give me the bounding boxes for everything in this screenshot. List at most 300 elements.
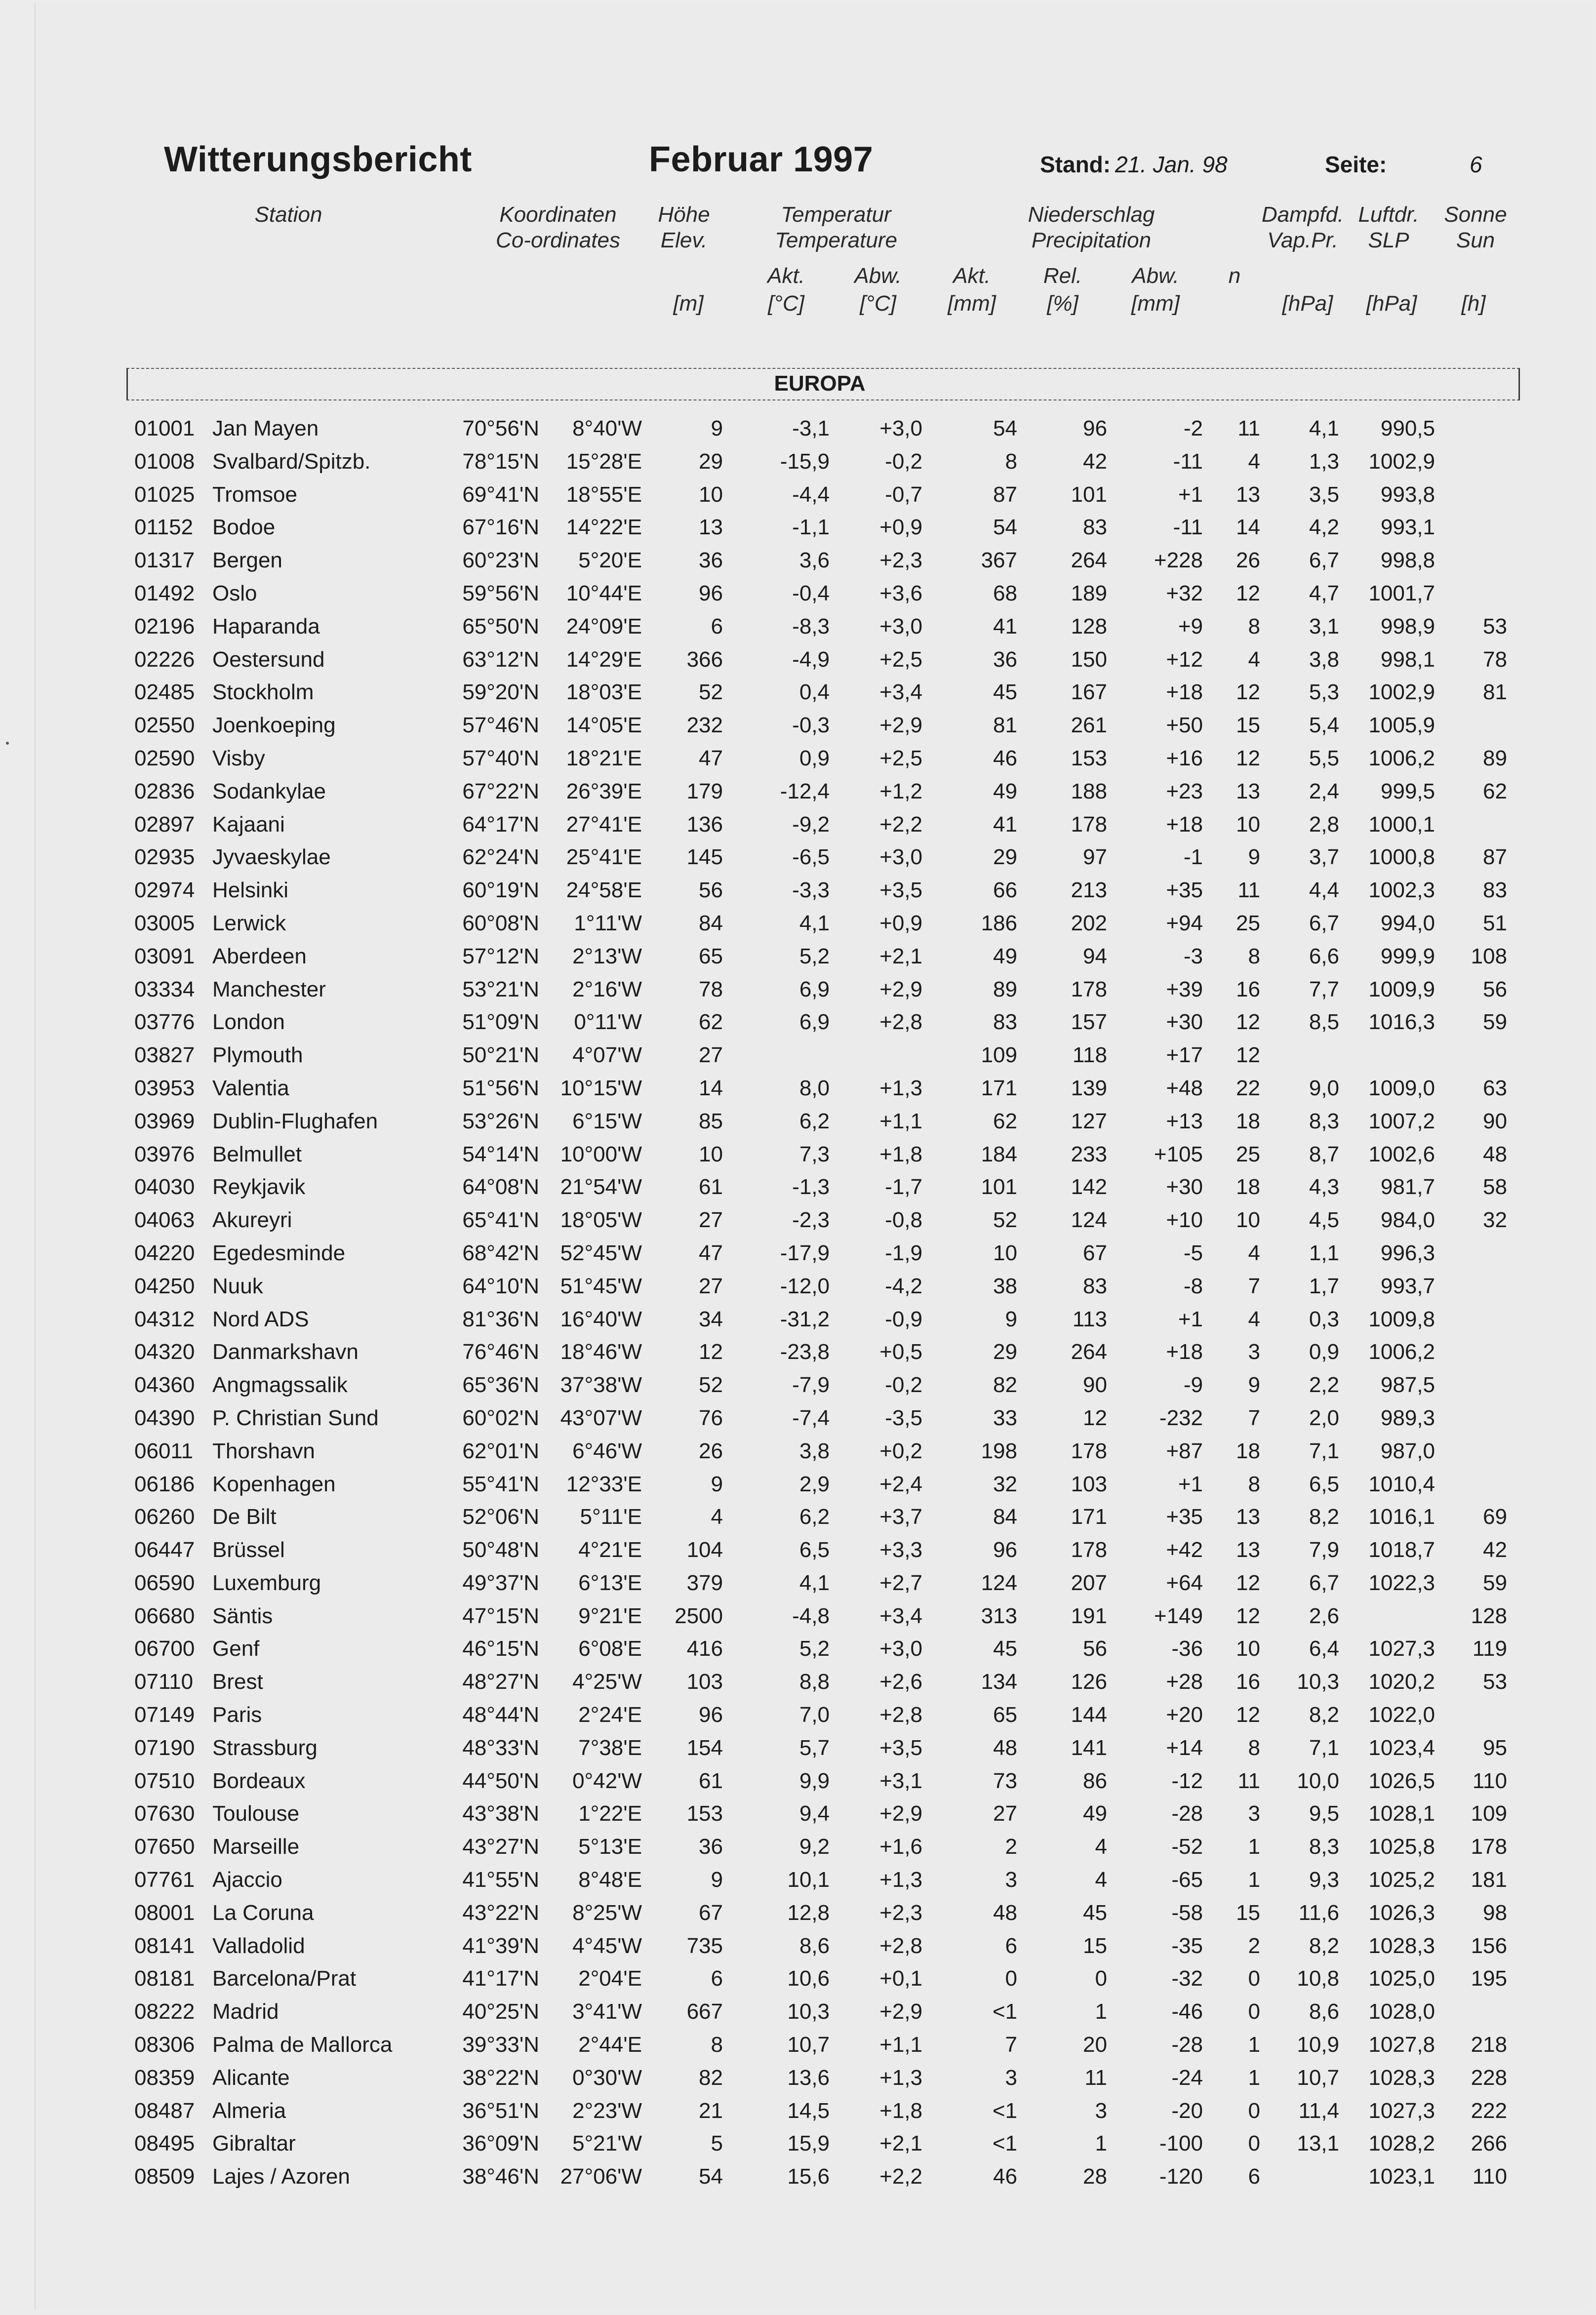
cell-prec-akt: 29 [993,1340,1017,1364]
cell-prec-abw: +9 [1178,614,1203,639]
unit-m: [m] [673,291,704,316]
cell-temp-akt: -4,4 [792,482,830,507]
cell-elevation: 179 [686,779,723,803]
cell-prec-akt: 96 [993,1538,1017,1562]
cell-temp-abw: +1,6 [879,1835,922,1859]
cell-prec-akt: 198 [981,1438,1017,1463]
cell-elevation: 232 [686,713,723,738]
cell-temp-akt: 6,5 [799,1538,830,1562]
cell-elevation: 65 [699,944,723,968]
cell-station-id: 01317 [134,548,195,573]
cell-station-id: 08359 [134,2065,195,2090]
cell-vap-pressure: 4,4 [1309,878,1339,903]
cell-vap-pressure: 3,8 [1309,647,1339,672]
cell-sunshine: 109 [1471,1801,1507,1826]
cell-station-id: 02226 [134,647,195,672]
cell-station-name: Akureyri [212,1208,292,1233]
cell-vap-pressure: 2,4 [1309,779,1339,803]
cell-temp-abw: +3,5 [879,878,922,903]
cell-prec-days: 12 [1236,1010,1260,1035]
cell-elevation: 62 [699,1010,723,1035]
cell-prec-akt: 109 [981,1043,1017,1068]
cell-prec-abw: +30 [1166,1010,1203,1035]
col-sonne: Sonne [1444,202,1507,227]
cell-prec-rel: 0 [1095,1966,1107,1991]
cell-elevation: 76 [699,1405,723,1430]
cell-station-id: 07190 [134,1735,195,1760]
cell-prec-rel: 188 [1071,779,1107,803]
cell-temp-abw: +1,1 [879,2033,922,2057]
cell-prec-abw: -11 [1173,449,1203,474]
cell-elevation: 6 [711,1966,723,1991]
cell-temp-akt: 3,8 [799,1438,830,1463]
cell-temp-akt: 5,2 [799,944,830,968]
cell-sunshine: 156 [1471,1933,1507,1958]
cell-longitude: 2°44'E [578,2033,642,2057]
cell-temp-abw: +3,6 [879,581,922,605]
cell-sunshine: 195 [1471,1966,1507,1991]
cell-prec-days: 13 [1236,1505,1260,1529]
cell-latitude: 48°27'N [462,1670,539,1694]
cell-vap-pressure: 13,1 [1297,2131,1339,2156]
cell-longitude: 18°46'W [560,1340,642,1364]
table-row [0,2033,1596,2066]
cell-station-id: 01492 [134,581,195,605]
cell-elevation: 78 [699,977,723,1001]
cell-latitude: 43°22'N [462,1900,539,1925]
cell-slp: 1022,3 [1368,1570,1435,1595]
cell-temp-abw: +2,7 [879,1570,922,1595]
cell-slp: 1023,1 [1368,2164,1435,2189]
table-row [0,1109,1596,1142]
cell-station-id: 04030 [134,1175,195,1199]
cell-station-name: Ajaccio [212,1868,282,1892]
cell-slp: 993,7 [1380,1274,1435,1298]
cell-elevation: 9 [711,416,723,440]
cell-prec-akt: 124 [981,1570,1017,1595]
cell-elevation: 36 [699,1835,723,1859]
cell-elevation: 103 [686,1670,723,1694]
cell-prec-akt: 0 [1005,1966,1017,1991]
col-koordinaten: Koordinaten [499,202,617,227]
cell-prec-abw: +17 [1166,1043,1203,1068]
cell-slp: 1006,2 [1368,1340,1435,1364]
cell-latitude: 67°22'N [462,779,539,803]
cell-station-name: Brest [212,1670,263,1694]
cell-longitude: 4°45'W [572,1933,642,1958]
table-row [0,977,1596,1010]
cell-slp: 1005,9 [1368,713,1435,738]
cell-slp: 999,9 [1380,944,1435,968]
cell-vap-pressure: 8,6 [1309,1999,1339,2024]
cell-sunshine: 98 [1483,1900,1507,1925]
cell-sunshine: 178 [1471,1835,1507,1859]
col-niederschlag: Niederschlag [1028,202,1155,227]
cell-temp-akt: 4,1 [799,1570,830,1595]
cell-latitude: 60°02'N [462,1405,539,1430]
cell-station-name: Luxemburg [212,1570,321,1595]
cell-latitude: 48°44'N [462,1703,539,1727]
cell-prec-abw: -46 [1171,1999,1203,2024]
cell-prec-akt: 41 [993,614,1017,639]
cell-prec-abw: -52 [1171,1835,1203,1859]
cell-prec-days: 9 [1248,1373,1260,1397]
cell-station-id: 08001 [134,1900,195,1925]
cell-elevation: 5 [711,2131,723,2156]
cell-elevation: 2500 [675,1603,723,1628]
cell-prec-rel: 178 [1071,977,1107,1001]
cell-prec-akt: <1 [992,2098,1017,2123]
cell-prec-akt: 27 [993,1801,1017,1826]
cell-temp-abw: +3,0 [879,845,922,870]
cell-temp-akt: -1,1 [792,515,830,540]
cell-vap-pressure: 5,3 [1309,680,1339,705]
cell-prec-abw: +20 [1166,1703,1203,1727]
cell-station-name: Jyvaeskylae [212,845,331,870]
cell-prec-abw: +105 [1154,1142,1203,1166]
cell-station-id: 08509 [134,2164,195,2189]
cell-longitude: 6°08'E [578,1636,642,1661]
cell-elevation: 61 [699,1768,723,1793]
cell-prec-akt: 49 [993,944,1017,968]
cell-elevation: 61 [699,1175,723,1199]
cell-temp-abw: +1,2 [879,779,922,803]
cell-slp: 999,5 [1380,779,1435,803]
cell-vap-pressure: 8,3 [1309,1835,1339,1859]
cell-vap-pressure: 7,1 [1309,1735,1339,1760]
cell-station-id: 06700 [134,1636,195,1661]
cell-slp: 1000,1 [1368,812,1435,837]
cell-prec-abw: +18 [1166,680,1203,705]
cell-temp-akt: 0,4 [799,680,830,705]
table-row [0,2099,1596,2132]
cell-prec-abw: -11 [1173,515,1203,540]
cell-longitude: 2°04'E [578,1966,642,1991]
cell-vap-pressure: 8,7 [1309,1142,1339,1166]
cell-station-id: 08487 [134,2098,195,2123]
unit-slp: [hPa] [1366,291,1417,316]
table-row [0,1999,1596,2033]
cell-slp: 1002,3 [1368,878,1435,903]
cell-slp: 1001,7 [1368,581,1435,605]
cell-elevation: 14 [699,1076,723,1100]
cell-temp-abw: -4,2 [885,1274,922,1298]
col-temp-abw: Abw. [854,264,902,288]
cell-temp-abw: +2,4 [879,1472,922,1496]
cell-latitude: 57°46'N [462,713,539,738]
cell-station-id: 02196 [134,614,195,639]
cell-prec-rel: 67 [1083,1240,1107,1265]
station-table [0,416,1596,2197]
cell-prec-akt: 41 [993,812,1017,837]
cell-station-name: Paris [212,1703,262,1727]
cell-station-name: Valentia [212,1076,289,1100]
cell-sunshine: 87 [1483,845,1507,870]
table-row [0,1801,1596,1835]
cell-elevation: 153 [686,1801,723,1826]
cell-prec-abw: +1 [1178,482,1203,507]
cell-prec-abw: +10 [1166,1208,1203,1233]
col-dampfd: Dampfd. [1261,202,1344,227]
cell-temp-akt: -31,2 [780,1307,830,1331]
cell-station-name: Oslo [212,581,257,605]
cell-prec-abw: +1 [1178,1307,1203,1331]
cell-sunshine: 95 [1483,1735,1507,1760]
page-label: Seite: [1325,152,1387,177]
cell-temp-abw: +3,4 [879,1603,922,1628]
table-row [0,1703,1596,1736]
table-row [0,1472,1596,1505]
cell-station-id: 03776 [134,1010,195,1035]
cell-elevation: 52 [699,680,723,705]
cell-station-name: Nord ADS [212,1307,309,1331]
cell-prec-rel: 101 [1071,482,1107,507]
table-row [0,2131,1596,2164]
table-row [0,1406,1596,1439]
cell-prec-abw: +32 [1166,581,1203,605]
cell-station-id: 03091 [134,944,195,968]
cell-sunshine: 69 [1483,1505,1507,1529]
cell-slp: 994,0 [1380,911,1435,935]
cell-temp-abw: -0,2 [885,1373,922,1397]
cell-temp-akt: 12,8 [787,1900,830,1925]
cell-prec-days: 11 [1237,878,1260,903]
cell-sunshine: 119 [1472,1636,1507,1661]
cell-prec-days: 3 [1248,1801,1260,1826]
cell-station-name: Visby [212,746,265,770]
cell-temp-abw: +3,0 [879,614,922,639]
cell-elevation: 379 [686,1570,723,1595]
cell-station-id: 04360 [134,1373,195,1397]
cell-slp: 1028,1 [1368,1801,1435,1826]
cell-longitude: 2°23'W [572,2098,642,2123]
cell-prec-days: 2 [1248,1933,1260,1958]
cell-elevation: 84 [699,911,723,935]
region-label: EUROPA [774,371,866,396]
cell-prec-akt: 62 [993,1109,1017,1133]
table-row [0,1934,1596,1967]
cell-longitude: 14°29'E [566,647,642,672]
cell-temp-abw: -3,5 [885,1405,922,1430]
cell-sunshine: 218 [1471,2033,1507,2057]
cell-prec-akt: 38 [993,1274,1017,1298]
cell-elevation: 52 [699,1373,723,1397]
cell-prec-akt: 46 [993,2164,1017,2189]
cell-prec-abw: +12 [1166,647,1203,672]
cell-prec-abw: +16 [1166,746,1203,770]
cell-temp-akt: 10,6 [787,1966,830,1991]
cell-prec-akt: 171 [981,1076,1017,1100]
cell-prec-akt: 73 [993,1768,1017,1793]
cell-temp-abw: +2,9 [879,977,922,1001]
cell-slp: 990,5 [1380,416,1435,440]
cell-temp-akt: -15,9 [780,449,830,474]
cell-slp: 1027,3 [1368,2098,1435,2123]
cell-temp-abw: +2,9 [879,1999,922,2024]
cell-temp-akt: 9,9 [799,1768,830,1793]
cell-temp-abw: +1,8 [879,2098,922,2123]
cell-station-name: Lerwick [212,911,286,935]
cell-slp: 1022,0 [1368,1703,1435,1727]
report-month: Februar 1997 [649,140,874,179]
cell-prec-abw: -36 [1171,1636,1203,1661]
cell-station-name: Bordeaux [212,1768,306,1793]
cell-prec-akt: 66 [993,878,1017,903]
cell-longitude: 9°21'E [578,1603,642,1628]
cell-station-name: Barcelona/Prat [212,1966,357,1991]
cell-prec-abw: -35 [1171,1933,1203,1958]
cell-station-name: Gibraltar [212,2131,296,2156]
page-number: 6 [1470,152,1482,177]
cell-station-id: 02590 [134,746,195,770]
cell-longitude: 18°55'E [566,482,642,507]
cell-sunshine: 51 [1483,911,1507,935]
cell-sunshine: 62 [1483,779,1507,803]
cell-prec-rel: 56 [1083,1636,1107,1661]
cell-prec-akt: 84 [993,1505,1017,1529]
cell-station-id: 07761 [134,1868,195,1892]
table-row [0,944,1596,977]
cell-prec-rel: 1 [1095,2131,1107,2156]
cell-prec-rel: 96 [1083,416,1107,440]
cell-temp-akt: 15,6 [787,2164,830,2189]
cell-prec-akt: 29 [993,845,1017,870]
cell-prec-days: 9 [1248,845,1260,870]
cell-prec-akt: 3 [1005,1868,1017,1892]
cell-slp: 1009,8 [1368,1307,1435,1331]
cell-vap-pressure: 10,7 [1297,2065,1339,2090]
cell-station-id: 06447 [134,1538,195,1562]
cell-prec-abw: +228 [1154,548,1203,573]
cell-prec-akt: 45 [993,680,1017,705]
cell-slp: 1028,3 [1368,2065,1435,2090]
cell-prec-days: 0 [1248,2098,1260,2123]
cell-prec-days: 10 [1236,1208,1260,1233]
cell-station-id: 07510 [134,1768,195,1793]
cell-station-id: 02974 [134,878,195,903]
cell-station-id: 07630 [134,1801,195,1826]
cell-longitude: 24°58'E [566,878,642,903]
cell-temp-abw: +1,1 [879,1109,922,1133]
cell-longitude: 2°24'E [578,1703,642,1727]
cell-longitude: 15°28'E [566,449,642,474]
cell-prec-days: 0 [1248,1999,1260,2024]
cell-longitude: 27°06'W [560,2164,642,2189]
cell-slp: 1026,3 [1368,1900,1435,1925]
cell-prec-days: 12 [1236,1570,1260,1595]
cell-elevation: 67 [699,1900,723,1925]
cell-longitude: 2°13'W [572,944,642,968]
cell-slp: 989,3 [1380,1405,1435,1430]
cell-latitude: 39°33'N [462,2033,539,2057]
cell-latitude: 57°40'N [462,746,539,770]
cell-temp-abw: +2,3 [879,548,922,573]
cell-station-name: Angmagssalik [212,1373,348,1397]
col-prec-rel: Rel. [1043,264,1082,288]
cell-station-name: Svalbard/Spitzb. [212,449,371,474]
table-row [0,1274,1596,1307]
cell-prec-abw: -120 [1159,2164,1203,2189]
cell-temp-akt: -4,8 [792,1603,830,1628]
cell-prec-abw: -20 [1171,2098,1203,2123]
cell-prec-rel: 233 [1071,1142,1107,1166]
cell-temp-akt: -12,4 [780,779,830,803]
cell-temp-abw: +2,1 [879,944,922,968]
cell-elevation: 29 [699,449,723,474]
cell-station-name: Alicante [212,2065,290,2090]
cell-prec-abw: +42 [1166,1538,1203,1562]
cell-station-name: Egedesminde [212,1240,346,1265]
cell-longitude: 6°15'W [572,1109,642,1133]
cell-temp-akt: -1,3 [792,1175,830,1199]
cell-slp: 996,3 [1380,1240,1435,1265]
cell-prec-rel: 264 [1071,1340,1107,1364]
cell-temp-akt: 6,9 [799,977,830,1001]
unit-sun: [h] [1461,291,1486,316]
cell-elevation: 26 [699,1438,723,1463]
cell-latitude: 41°17'N [462,1966,539,1991]
cell-station-name: Helsinki [212,878,289,903]
table-row [0,482,1596,516]
cell-sunshine: 128 [1471,1603,1507,1628]
cell-station-name: Palma de Mallorca [212,2033,393,2057]
cell-prec-abw: -28 [1171,2033,1203,2057]
cell-slp: 998,9 [1380,614,1435,639]
cell-slp: 1025,0 [1368,1966,1435,1991]
unit-prec-rel: [%] [1047,291,1078,316]
cell-longitude: 1°22'E [578,1801,642,1826]
cell-slp: 1016,3 [1368,1010,1435,1035]
cell-prec-days: 8 [1248,1472,1260,1496]
unit-prec-akt: [mm] [948,291,996,316]
cell-prec-akt: 184 [981,1142,1017,1166]
cell-latitude: 57°12'N [462,944,539,968]
cell-temp-akt: -3,1 [792,416,830,440]
cell-prec-akt: <1 [992,1999,1017,2024]
cell-station-id: 02897 [134,812,195,837]
cell-latitude: 48°33'N [462,1735,539,1760]
cell-prec-days: 13 [1236,779,1260,803]
cell-prec-akt: 36 [993,647,1017,672]
cell-longitude: 8°25'W [572,1900,642,1925]
cell-slp: 984,0 [1380,1208,1435,1233]
cell-temp-akt: 15,9 [787,2131,830,2156]
cell-prec-akt: 54 [993,515,1017,540]
cell-slp: 1007,2 [1368,1109,1435,1133]
cell-prec-rel: 4 [1095,1868,1107,1892]
cell-longitude: 5°21'W [572,2131,642,2156]
cell-prec-rel: 141 [1071,1735,1107,1760]
cell-prec-rel: 126 [1071,1670,1107,1694]
cell-prec-days: 18 [1236,1109,1260,1133]
cell-prec-days: 1 [1248,1868,1260,1892]
cell-slp: 987,5 [1380,1373,1435,1397]
cell-latitude: 50°21'N [462,1043,539,1068]
cell-slp: 1010,4 [1368,1472,1435,1496]
cell-vap-pressure: 6,4 [1309,1636,1339,1661]
cell-prec-days: 8 [1248,944,1260,968]
cell-sunshine: 63 [1483,1076,1507,1100]
cell-prec-days: 4 [1248,647,1260,672]
cell-sunshine: 90 [1483,1109,1507,1133]
cell-temp-abw: +2,5 [879,746,922,770]
cell-temp-akt: 9,2 [799,1835,830,1859]
table-row [0,680,1596,713]
cell-temp-akt: -12,0 [780,1274,830,1298]
cell-prec-rel: 157 [1071,1010,1107,1035]
cell-elevation: 4 [711,1505,723,1529]
cell-temp-abw: +0,9 [879,515,922,540]
